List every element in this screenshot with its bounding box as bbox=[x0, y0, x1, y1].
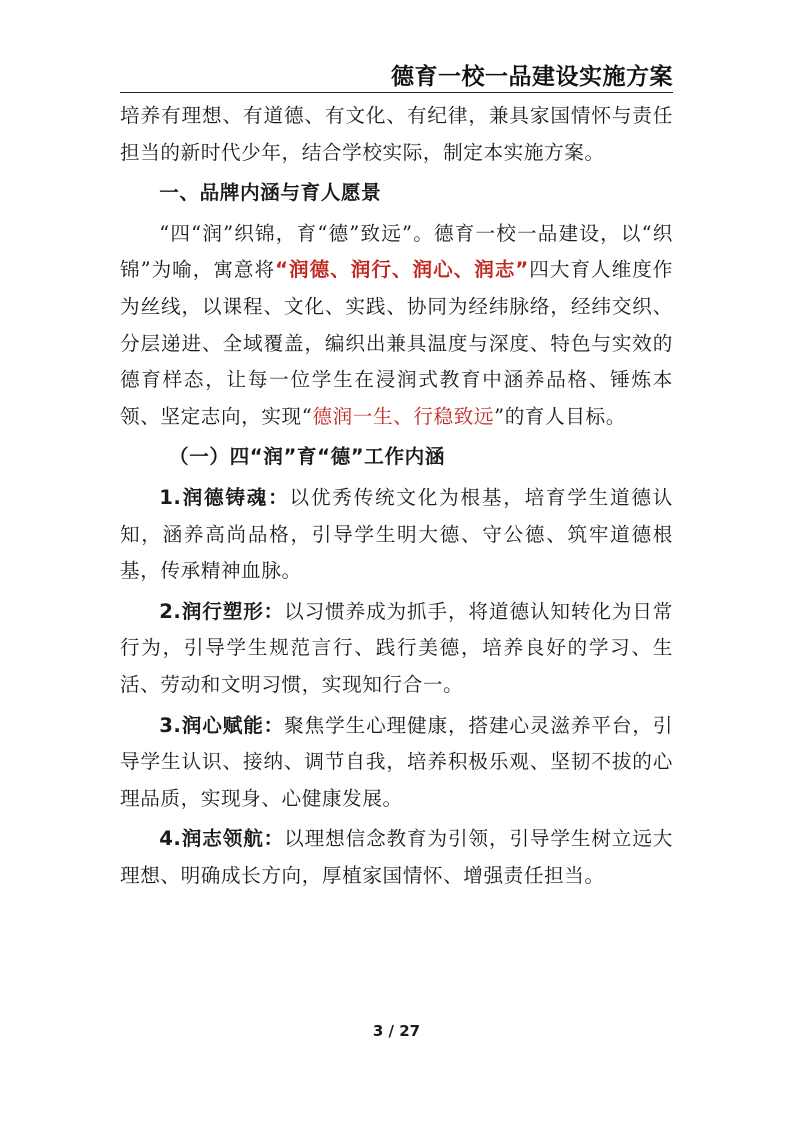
document-body bbox=[120, 98, 673, 894]
brand-paragraph-part-a: “四“润”织锦，育“德”致远”。德育一校一品建设，以“织锦”为喻，寓意将 bbox=[120, 221, 673, 282]
intro-paragraph: 培养有理想、有道德、有文化、有纪律，兼具家国情怀与责任担当的新时代少年，结合学校实际，制定本实施方案。 bbox=[120, 104, 673, 164]
brand-paragraph-part-c: ”的育人目标。 bbox=[494, 404, 626, 428]
brand-paragraph-part-b: 四大育人维度作为丝线，以课程、文化、实践、协同为经纬脉络，经纬交织、分层递进、全域覆盖，编织出兼具温度与深度、特色与实效的德育样态，让每一位学生在浸润式教育中涵养品格、锤炼本领、坚定志向，实现“ bbox=[120, 258, 673, 428]
section-heading-brand: 一、品牌内涵与育人愿景 bbox=[159, 181, 382, 205]
list-item bbox=[120, 594, 673, 704]
list-item-lead: 2.润行塑形： bbox=[159, 599, 285, 623]
list-item bbox=[120, 708, 673, 818]
list-item bbox=[120, 821, 673, 894]
document-title: 德育一校一品建设实施方案 bbox=[391, 64, 673, 90]
four-run-highlight: “润德、润行、润心、润志” bbox=[275, 258, 529, 282]
list-item-lead: 4.润志领航： bbox=[159, 827, 285, 851]
brand-paragraph bbox=[120, 216, 673, 436]
page-number: 3 / 27 bbox=[372, 1022, 421, 1040]
list-item-lead: 3.润心赋能： bbox=[159, 713, 285, 737]
subsection-heading-connotation: （一）四“润”育“德”工作内涵 bbox=[169, 445, 446, 469]
page-header bbox=[120, 56, 673, 93]
list-item bbox=[120, 480, 673, 590]
list-item-lead: 1.润德铸魂： bbox=[159, 485, 290, 509]
list-item-text: 聚焦学生心理健康，搭建心灵滋养平台，引导学生认识、接纳、调节自我，培养积极乐观、坚韧不拔的心理品质，实现身、心健康发展。 bbox=[120, 713, 673, 810]
list-item-text: 以优秀传统文化为根基，培育学生道德认知，涵养高尚品格，引导学生明大德、守公德、筑牢道德根基，传承精神血脉。 bbox=[120, 485, 673, 583]
goal-highlight: 德润一生、行稳致远 bbox=[312, 404, 495, 428]
list-item-text: 以习惯养成为抓手，将道德认知转化为日常行为，引导学生规范言行、践行美德，培养良好的学习、生活、劳动和文明习惯，实现知行合一。 bbox=[120, 599, 673, 696]
list-item-text: 以理想信念教育为引领，引导学生树立远大理想、明确成长方向，厚植家国情怀、增强责任担当。 bbox=[120, 827, 673, 887]
